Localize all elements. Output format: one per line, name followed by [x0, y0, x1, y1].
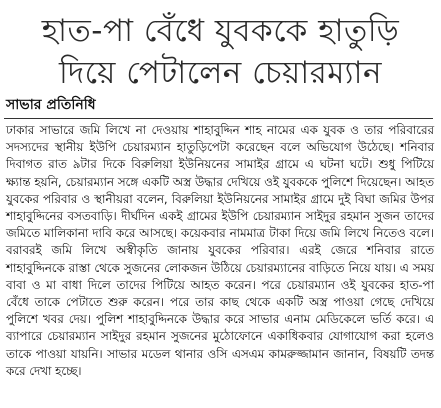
article-body	[6, 122, 434, 380]
article-paragraph: ঢাকার সাভারে জমি লিখে না দেওয়ায় শাহাবুদ্দিন শাহ নামের এক যুবক ও তার পরিবারের সদস্যদের স্থানীয় ইউপি চেয়ারম্যান হাতুড়িপেটা করেছেন বলে অভিযোগ উঠেছে। শনিবার দিবাগত রাত ৯টার দিকে বিরুলিয়া ইউনিয়নের সামাইর গ্রামে এ ঘটনা ঘটে। শুধু পিটিয়ে ক্ষ্যান্ত হয়নি, চেয়ারম্যান সঙ্গে একটি অস্ত্র উদ্ধার দেখিয়ে ওই যুবককে পুলিশে দিয়েছেন। আহত যুবকের পরিবার ও স্থানীয়রা বলেন, বিরুলিয়া ইউনিয়নের সামাইর গ্রামে দুই বিঘা জমির উপর শাহাবুদ্দিনের বসতবাড়ি। দীর্ঘদিন একই গ্রামের ইউপি চেয়ারম্যান সাইদুর রহমান সুজন তাদের জমিতে মালিকানা দাবি করে আসছে। কয়েকবার নামমাত্র টাকা দিয়ে জমি লিখে নিতেও বলে। বরাবরই জমি লিখে অস্বীকৃতি জানায় যুবকের পরিবার। এরই জেরে শনিবার রাতে শাহাবুদ্দিনকে রাস্তা থেকে সুজনের লোকজন উঠিয়ে চেয়ারম্যানের বাড়িতে নিয়ে যায়। এ সময় বাবা ও মা বাধা দিলে তাদের পিটিয়ে আহত করেন। পরে চেয়ারম্যান ওই যুবকের হাত-পা বেঁধে তাকে পেটাতে শুরু করেন। পরে তার কাছ থেকে একটি অস্ত্র পাওয়া গেছে দেখিয়ে পুলিশে খবর দেয়। পুলিশ শাহাবুদ্দিনকে উদ্ধার করে সাভার এনাম মেডিকেলে ভর্তি করে। এ ব্যাপারে চেয়ারম্যান সাইদুর রহমান সুজনের মুঠোফোনে একাধিকবার যোগাযোগ করা হলেও তাকে পাওয়া যায়নি। সাভার মডেল থানার ওসি এসএম কামরুজ্জামান জানান, বিষয়টি তদন্ত করে দেখা হচ্ছে।	[6, 123, 434, 378]
headline-line-1: হাত-পা বেঁধে যুবককে হাতুড়ি	[41, 13, 400, 49]
byline-divider	[4, 118, 433, 119]
headline	[0, 10, 441, 94]
headline-line-2: দিয়ে পেটালেন চেয়ারম্যান	[59, 55, 382, 91]
byline: সাভার প্রতিনিধি	[6, 97, 96, 113]
